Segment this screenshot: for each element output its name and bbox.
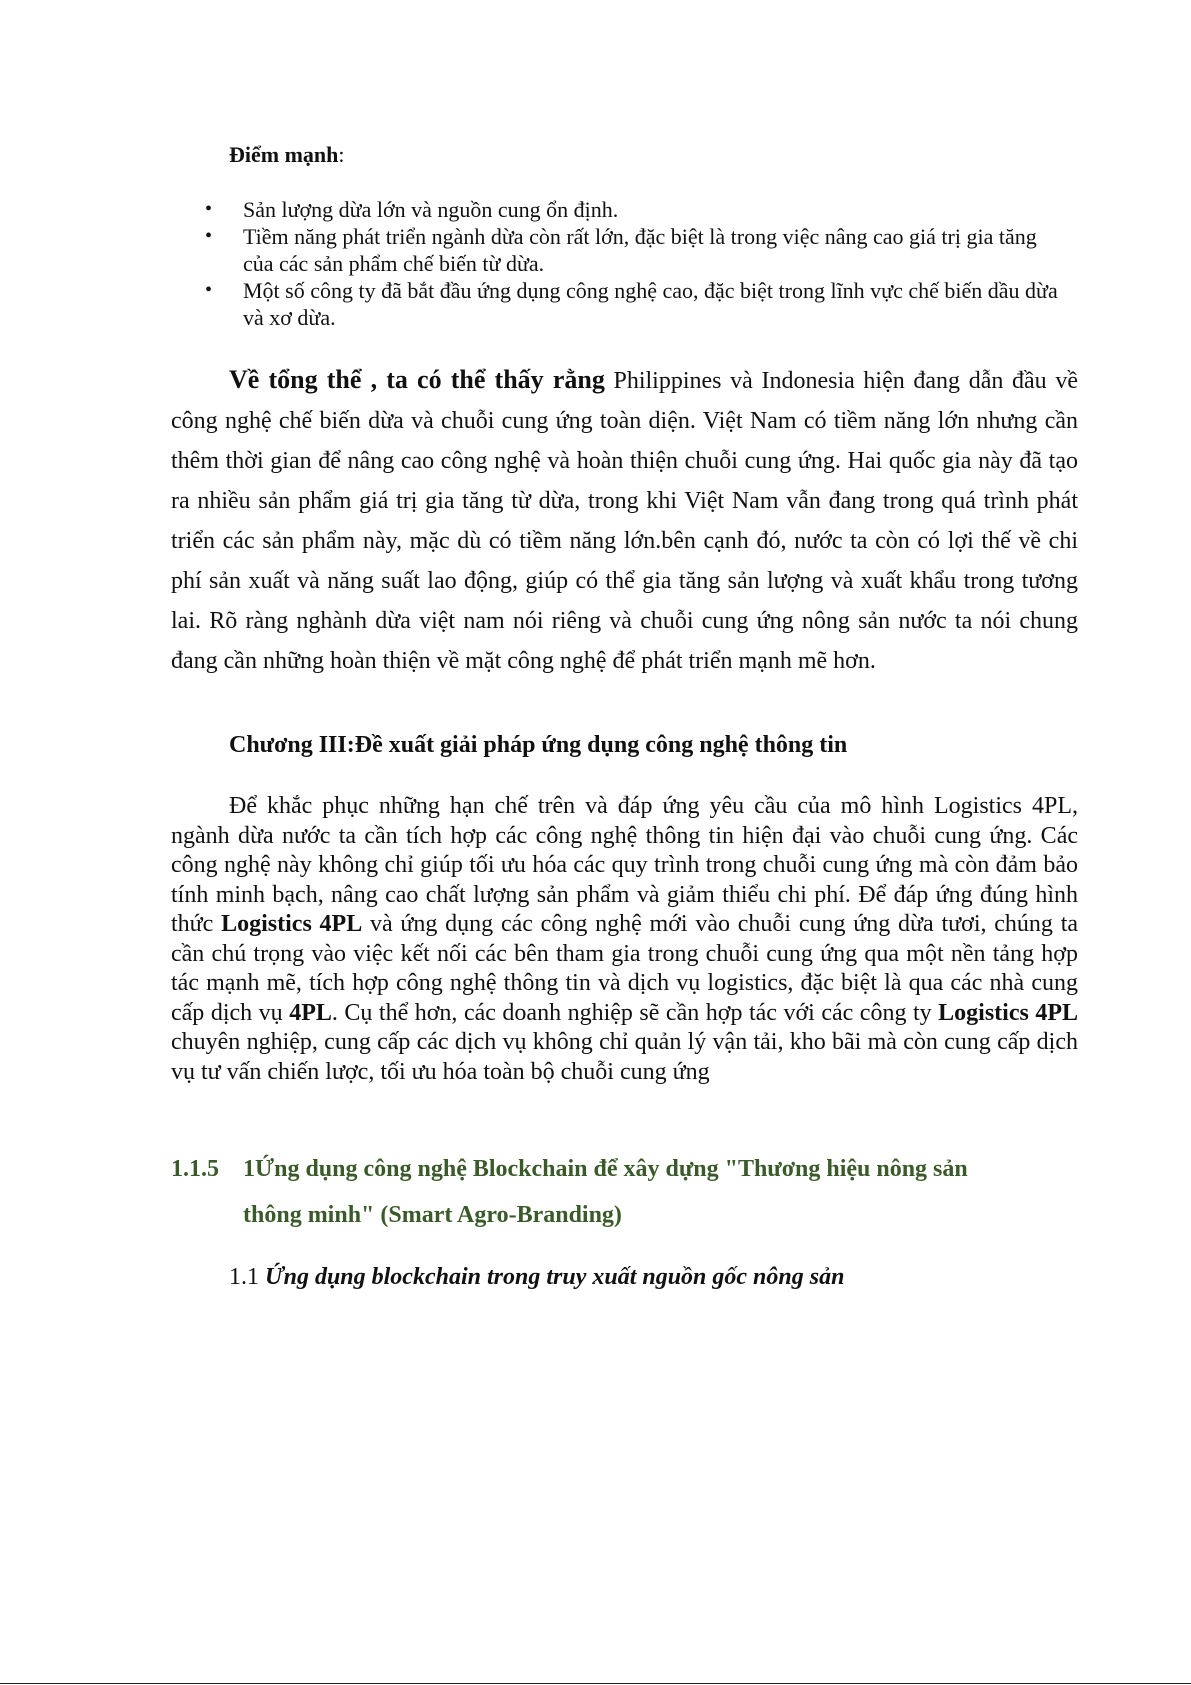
- list-item: • Tiềm năng phát triển ngành dừa còn rất lớn, đặc biệt là trong việc nâng cao giá trị gia tăng của các sản phẩm chế biến từ dừa.: [205, 223, 1065, 277]
- subsection-title: Ứng dụng blockchain trong truy xuất nguồn gốc nông sản: [265, 1264, 845, 1290]
- summary-paragraph: [171, 360, 1078, 681]
- section-title-line2: thông minh" (Smart Agro-Branding): [243, 1202, 622, 1228]
- list-item: • Sản lượng dừa lớn và nguồn cung ổn định.: [205, 196, 1065, 223]
- paragraph-bold-1: Logistics 4PL: [221, 911, 363, 937]
- paragraph-text-3: . Cụ thể hơn, các doanh nghiệp sẽ cần hợp tác với các công ty: [331, 999, 939, 1026]
- section-title-line1: 1Ứng dụng công nghệ Blockchain để xây dựng "Thương hiệu nông sản: [243, 1156, 968, 1182]
- paragraph-bold-3: Logistics 4PL: [938, 999, 1079, 1026]
- strengths-heading: [229, 142, 829, 168]
- section-heading: [171, 1146, 1071, 1238]
- paragraph-text-4: chuyên nghiệp, cung cấp các dịch vụ không chỉ quản lý vận tải, kho bãi mà còn cung cấp dịch vụ tư vấn chiến lược, tối ưu hóa toàn bộ chuỗi cung ứng: [171, 1029, 1078, 1085]
- section-number: 1.1.5: [171, 1156, 219, 1182]
- subsection-heading: [229, 1264, 1079, 1291]
- summary-text: Philippines và Indonesia hiện đang dẫn đầu về công nghệ chế biến dừa và chuỗi cung ứng toàn diện. Việt Nam có tiềm năng lớn nhưng cần thêm thời gian để nâng cao công nghệ và hoàn thiện chuỗi cung ứng. Hai quốc gia này đã tạo ra nhiều sản phẩm giá trị gia tăng từ dừa, trong khi Việt Nam vẫn đang trong quá trình phát triển các sản phẩm này, mặc dù có tiềm năng lớn.bên cạnh đó, nước ta còn có lợi thế về chi phí sản xuất và năng suất lao động, giúp có thể gia tăng sản lượng và xuất khẩu trong tương lai. Rõ ràng nghành dừa việt nam nói riêng và chuỗi cung ứng nông sản nước ta nói chung đang cần những hoàn thiện về mặt công nghệ để phát triển mạnh mẽ hơn.: [171, 368, 1078, 674]
- paragraph-bold-2: 4PL: [289, 999, 332, 1026]
- summary-lead: Về tổng thể , ta có thể thấy rằng: [229, 365, 605, 394]
- paragraph-text-1: Để khắc phục những hạn chế trên và đáp ứng yêu cầu của mô hình Logistics 4PL, ngành dừa nước ta cần tích hợp các công nghệ thông tin hiện đại vào chuỗi cung ứng. Các công nghệ này không chỉ giúp tối ưu hóa các quy trình trong chuỗi cung ứng mà còn đảm bảo tính minh bạch, nâng cao chất lượng sản phẩm và giảm thiểu chi phí. Để đáp ứng đúng hình thức: [171, 793, 1078, 937]
- chapter-title: Chương III:Đề xuất giải pháp ứng dụng công nghệ thông tin: [229, 732, 848, 758]
- paragraph-text-2: và ứng dụng các công nghệ mới vào chuỗi cung ứng dừa tươi, chúng ta cần chú trọng vào việc kết nối các bên tham gia trong chuỗi cung ứng qua một nền tảng hợp tác mạnh mẽ, tích hợp công nghệ thông tin và dịch vụ logistics, đặc biệt là qua các nhà cung cấp dịch vụ: [171, 911, 1079, 1026]
- body-paragraph: [171, 792, 1078, 1087]
- strengths-label: Điểm mạnh: [229, 142, 339, 167]
- strengths-colon: :: [338, 142, 345, 167]
- list-item: • Một số công ty đã bắt đầu ứng dụng công nghệ cao, đặc biệt trong lĩnh vực chế biến dầu dừa và xơ dừa.: [205, 277, 1065, 331]
- page-bottom-rule: [0, 1683, 1191, 1684]
- subsection-number: 1.1: [229, 1264, 259, 1290]
- strengths-list: [205, 196, 1065, 331]
